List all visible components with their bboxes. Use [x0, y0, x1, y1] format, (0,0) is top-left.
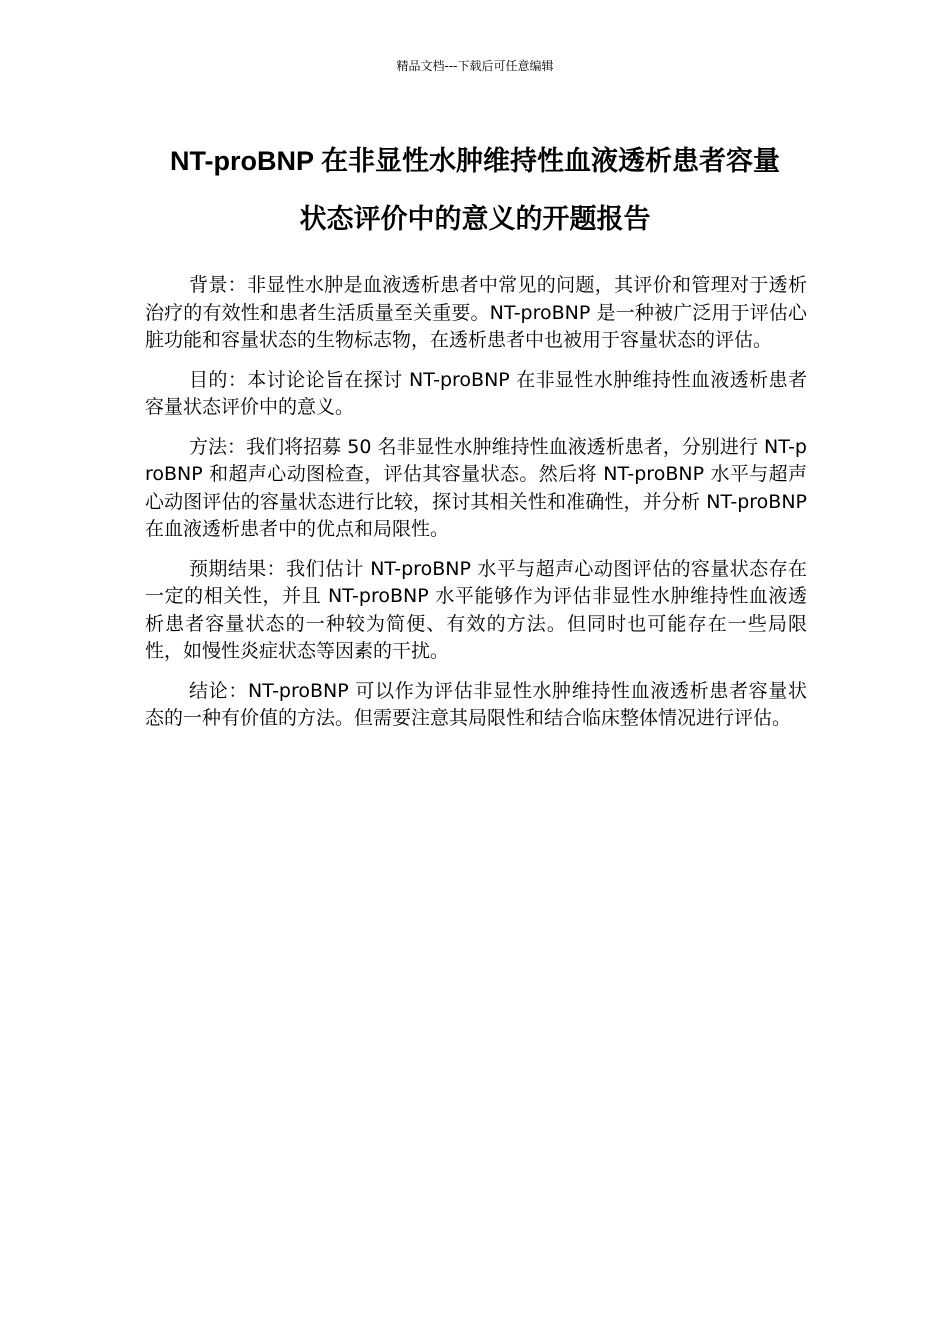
document-title-line-1: NT-proBNP 在非显性水肿维持性血液透析患者容量: [169, 146, 780, 176]
paragraph-methods: 方法：我们将招募 50 名非显性水肿维持性血液透析患者，分别进行 NT-proBNP 和超声心动图检查，评估其容量状态。然后将 NT-proBNP 水平与超声心动图评估的容量状态进行比较，探讨其相关性和准确性，并分析 NT-proBNP 在血液透析患者中的优点和局限性。: [145, 435, 807, 540]
paragraph-purpose: 目的：本讨论论旨在探讨 NT-proBNP 在非显性水肿维持性血液透析患者容量状态评价中的意义。: [145, 368, 807, 418]
document-title-line-2: 状态评价中的意义的开题报告: [299, 204, 651, 234]
document-title: [130, 132, 820, 248]
paragraph-conclusion: 结论：NT-proBNP 可以作为评估非显性水肿维持性血液透析患者容量状态的一种有价值的方法。但需要注意其局限性和结合临床整体情况进行评估。: [145, 679, 807, 729]
paragraph-background: 背景：非显性水肿是血液透析患者中常见的问题，其评价和管理对于透析治疗的有效性和患者生活质量至关重要。NT-proBNP 是一种被广泛用于评估心脏功能和容量状态的生物标志物，在透析患者中也被用于容量状态的评估。: [145, 274, 807, 351]
document-body: [145, 272, 807, 745]
paragraph-expected-results: 预期结果：我们估计 NT-proBNP 水平与超声心动图评估的容量状态存在一定的相关性，并且 NT-proBNP 水平能够作为评估非显性水肿维持性血液透析患者容量状态的一种较为简便、有效的方法。但同时也可能存在一些局限性，如慢性炎症状态等因素的干扰。: [145, 557, 807, 662]
page-header: 精品文档---下载后可任意编辑: [396, 59, 554, 73]
